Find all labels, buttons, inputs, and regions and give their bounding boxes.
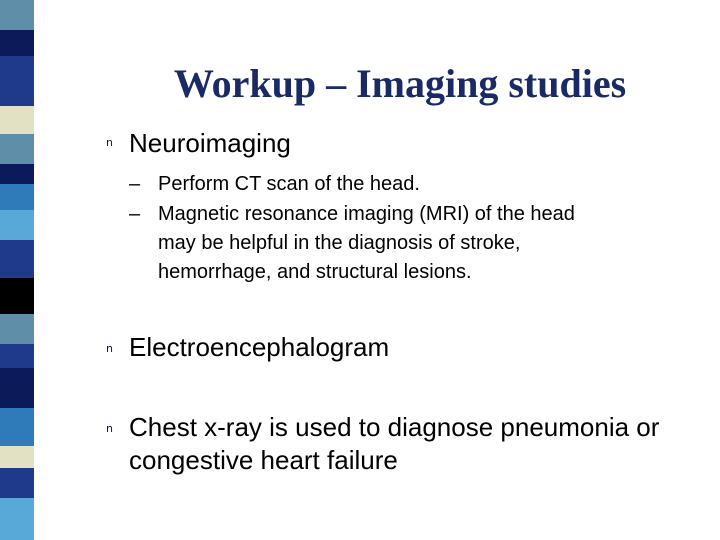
stripe-block — [0, 210, 34, 240]
stripe-block — [0, 468, 34, 498]
bullet-chest-xray-line2: congestive heart failure — [129, 445, 398, 475]
stripe-block — [0, 408, 34, 446]
bullet-chest-xray-line1: Chest x-ray is used to diagnose pneumonia or — [129, 412, 660, 442]
decorative-stripe — [0, 0, 68, 540]
slide-title: Workup – Imaging studies — [173, 61, 627, 106]
bullet-square-icon: n — [106, 342, 113, 355]
bullet-square-icon: n — [106, 136, 113, 149]
bullet-electroencephalogram: Electroencephalogram — [129, 332, 390, 362]
bullet-square-icon: n — [106, 422, 113, 435]
sub-bullet-mri-line2: may be helpful in the diagnosis of stroke, — [158, 232, 521, 254]
sub-bullet-mri-line3: hemorrhage, and structural lesions. — [158, 261, 472, 283]
stripe-block — [0, 314, 34, 344]
stripe-block — [0, 0, 34, 30]
stripe-block — [0, 106, 34, 134]
sub-bullet-dash: – — [129, 173, 141, 195]
bullet-neuroimaging: Neuroimaging — [129, 128, 291, 158]
sub-bullet-mri-line1: Magnetic resonance imaging (MRI) of the head — [158, 203, 575, 225]
stripe-block — [0, 278, 34, 314]
sub-bullet-dash: – — [129, 203, 141, 225]
stripe-block — [0, 134, 34, 164]
stripe-block — [0, 344, 34, 368]
stripe-block — [0, 498, 34, 540]
stripe-block — [0, 446, 34, 468]
stripe-block — [0, 30, 34, 56]
stripe-block — [0, 368, 34, 408]
sub-bullet-ct-scan: Perform CT scan of the head. — [158, 173, 420, 195]
stripe-block — [0, 56, 34, 106]
stripe-block — [0, 164, 34, 184]
stripe-block — [0, 240, 34, 278]
stripe-block — [0, 184, 34, 210]
